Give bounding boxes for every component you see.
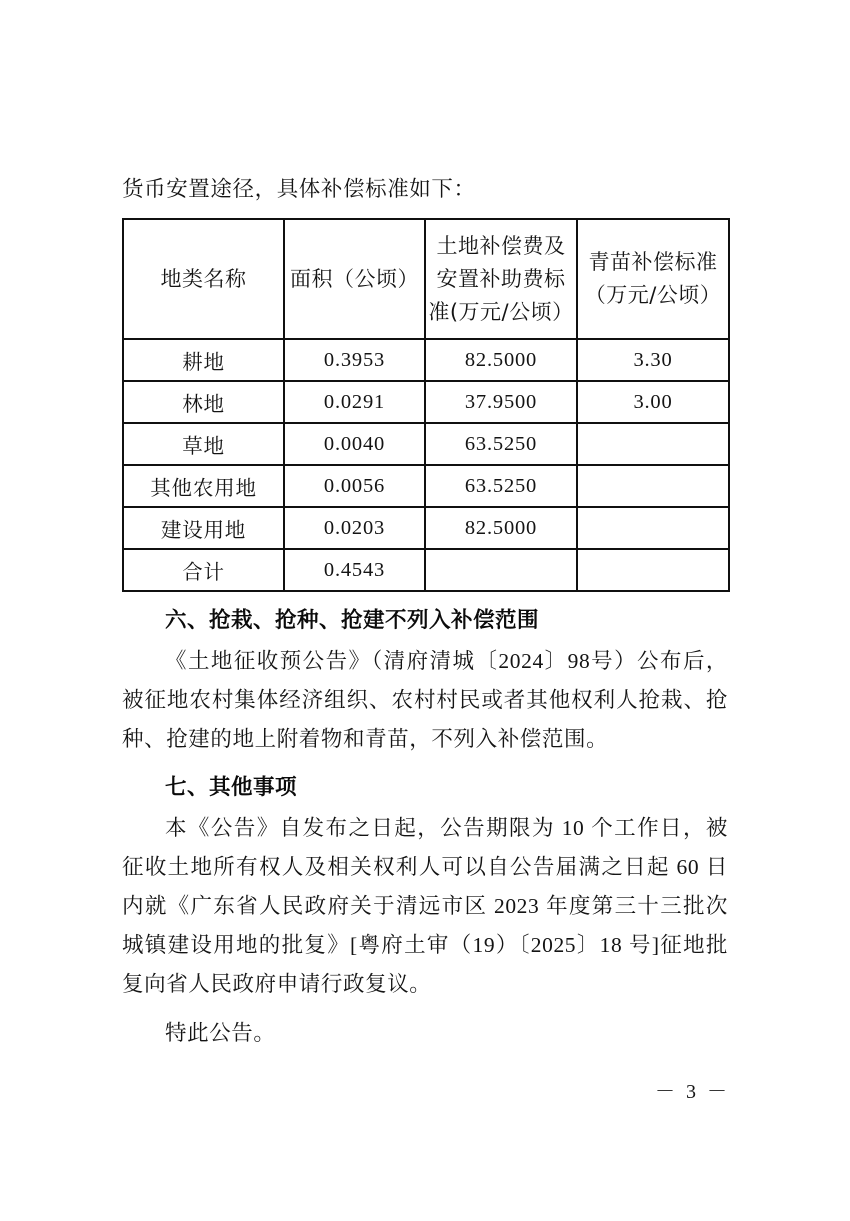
cell-land-type: 草地	[123, 423, 284, 465]
cell-seedling-compensation	[577, 465, 729, 507]
cell-land-type: 建设用地	[123, 507, 284, 549]
table-row	[123, 423, 729, 465]
page-content	[122, 170, 728, 1053]
compensation-standards-table	[122, 218, 730, 592]
table-row	[123, 465, 729, 507]
cell-area: 0.0203	[284, 507, 425, 549]
cell-land-type: 耕地	[123, 339, 284, 381]
header-land-compensation-line2: 安置补助费标	[436, 266, 566, 291]
cell-land-compensation: 63.5250	[425, 423, 577, 465]
cell-seedling-compensation	[577, 549, 729, 591]
header-land-compensation	[425, 219, 577, 339]
cell-area: 0.3953	[284, 339, 425, 381]
header-area: 面积（公顷）	[284, 219, 425, 339]
cell-land-compensation: 82.5000	[425, 339, 577, 381]
cell-land-type: 合计	[123, 549, 284, 591]
cell-land-compensation: 63.5250	[425, 465, 577, 507]
table-row-total	[123, 549, 729, 591]
cell-seedling-compensation: 3.30	[577, 339, 729, 381]
page-number: － 3 －	[655, 1081, 730, 1103]
header-land-compensation-line1: 土地补偿费及	[436, 233, 566, 258]
cell-area: 0.0040	[284, 423, 425, 465]
cell-land-compensation	[425, 549, 577, 591]
cell-seedling-compensation	[577, 423, 729, 465]
header-land-compensation-line3: 准(万元/公顷）	[428, 299, 574, 324]
section-body-seven: 本《公告》自发布之日起，公告期限为 10 个工作日，被征收土地所有权人及相关权利人可以自公告届满之日起 60 日内就《广东省人民政府关于清远市区 2023 年度第三十三批次城镇建设用地的批复》[粤府土审（19）〔2025〕18 号]征地批复向省人民政府申请行政复议。	[122, 816, 728, 996]
section-body-six: 《土地征收预公告》（清府清城〔2024〕98号）公布后，被征地农村集体经济组织、农村村民或者其他权利人抢栽、抢种、抢建的地上附着物和青苗，不列入补偿范围。	[122, 649, 728, 751]
cell-seedling-compensation	[577, 507, 729, 549]
cell-area: 0.0056	[284, 465, 425, 507]
cell-land-type: 其他农用地	[123, 465, 284, 507]
section-heading-seven: 七、其他事项	[165, 775, 298, 800]
header-seedling-compensation-line1: 青苗补偿标准	[588, 250, 718, 274]
table-row	[123, 339, 729, 381]
closing-statement: 特此公告。	[165, 1021, 276, 1045]
table-row	[123, 507, 729, 549]
cell-land-compensation: 82.5000	[425, 507, 577, 549]
table-body	[123, 339, 729, 591]
lead-paragraph: 货币安置途径，具体补偿标准如下：	[122, 177, 476, 201]
cell-area: 0.0291	[284, 381, 425, 423]
cell-land-type: 林地	[123, 381, 284, 423]
cell-seedling-compensation: 3.00	[577, 381, 729, 423]
cell-land-compensation: 37.9500	[425, 381, 577, 423]
section-heading-six: 六、抢栽、抢种、抢建不列入补偿范围	[165, 608, 540, 633]
table-row	[123, 381, 729, 423]
table-header-row	[123, 219, 729, 339]
header-seedling-compensation	[577, 219, 729, 339]
cell-area: 0.4543	[284, 549, 425, 591]
header-seedling-compensation-line2: （万元/公顷）	[584, 283, 722, 307]
header-land-type: 地类名称	[123, 219, 284, 339]
